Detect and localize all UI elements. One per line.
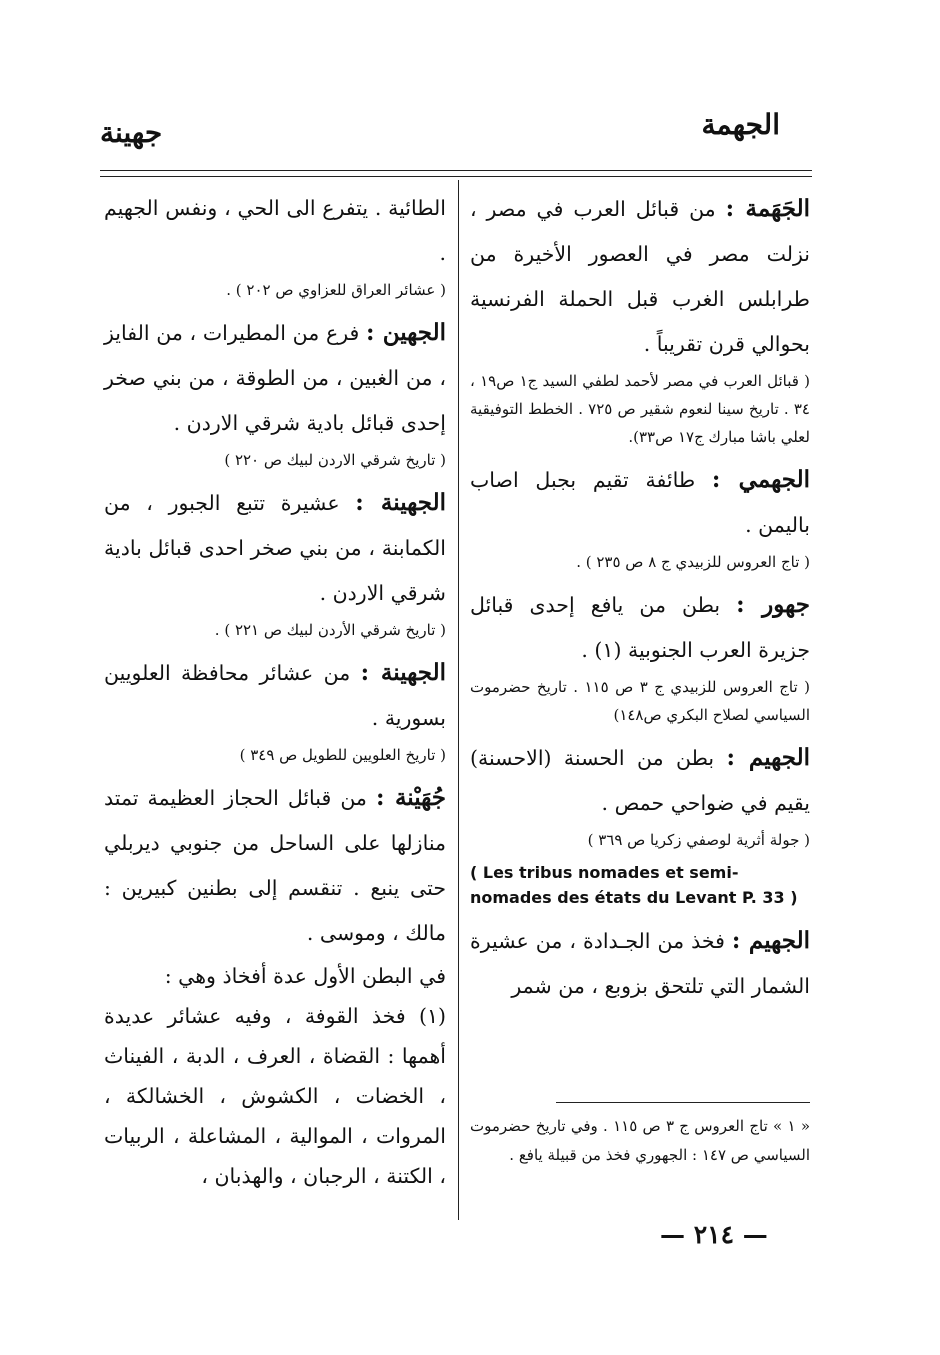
entry-text: من قبائل العرب في مصر ، نزلت مصر في العصور الأخيرة من طرابلس الغرب قبل الحملة الفرنسية بحوالي قرن تقريباً . (470, 197, 810, 356)
reference: ( تاريخ شرقي الاردن لبيك ص ٢٢٠ ) (224, 451, 446, 469)
entry-heading: الجهيم : (726, 744, 810, 771)
reference: ( قبائل العرب في مصر لأحمد لطفي السيد ج١ ص١٩ ، ٣٤ . تاريخ سينا لنعوم شقير ص ٧٢٥ . الخطط التوفيقية لعلي باشا مبارك ج١٧ ص٣٣). (470, 372, 811, 446)
paragraph: في البطن الأول عدة أفخاذ وهي : (164, 964, 446, 988)
left-column (104, 186, 446, 1196)
reference: ( تاج العروس للزبيدي ج ٨ ص ٢٣٥ ) . (576, 553, 810, 571)
entry-jahama (470, 186, 810, 367)
footnote: « ١ » تاج العروس ج ٣ ص ١١٥ . وفي تاريخ حضرموت السياسي ص ١٤٧ : الجهوري فخذ من قبيلة يافع . (470, 1117, 810, 1164)
entry-heading: الجَهَمة : (725, 195, 810, 222)
entry-text: فخذ من الجـدادة ، من عشيرة الشمار التي تلتحق بزوبع ، من شمر (470, 929, 810, 998)
reference: ( تاريخ العلويين للطويل ص ٣٤٩ ) (239, 746, 446, 764)
paragraph: (١) فخذ القوفة ، وفيه عشائر عديدة أهمها : القضاة ، العرف ، الدبة ، الفيناث ، الخضات ، الكشوش ، الخشالكة ، المروات ، الموالية ، المشاعلة ، الربيات ، الكتنة ، الرجبان ، والهذبان ، (104, 1004, 446, 1188)
entry-heading: الجهين : (366, 319, 446, 346)
entry-heading: الجهمي : (711, 466, 810, 493)
page-number: — ٢١٤ — (660, 1220, 768, 1249)
entry-heading: الجهينة : (360, 659, 446, 686)
reference: ( تاريخ شرقي الأردن لبيك ص ٢٢١ ) . (214, 621, 446, 639)
entry-heading: الجهيم : (731, 927, 810, 954)
continued-text: الطائية . يتفرع الى الحي ، ونفس الجهيم . (104, 196, 446, 265)
reference-latin: ( Les tribus nomades et semi-nomades des états du Levant P. 33 ) (470, 863, 798, 907)
entry-jahmi (470, 457, 810, 548)
entry-text: بطن من يافع إحدى قبائل جزيرة العرب الجنوبية (١) . (470, 593, 810, 662)
reference: ( عشائر العراق للعزاوي ص ٢٠٢ ) . (226, 281, 446, 299)
entry-juhaina-3 (104, 775, 446, 956)
entry-heading: الجهينة : (355, 489, 446, 516)
footnote-rule (556, 1102, 810, 1103)
entry-juhaim-1 (470, 735, 810, 826)
entry-heading: جُهَيْنة : (375, 784, 446, 811)
entry-text: من قبائل الحجاز العظيمة تمتد منازلها على الساحل من جنوبي ديربلي حتى ينبع . تنقسم إلى بطنين كبيرين : مالك ، وموسى . (104, 786, 446, 945)
entry-heading: جهور : (736, 591, 810, 618)
running-header-left: جهينة (100, 116, 163, 149)
entry-juhain (104, 310, 446, 446)
entry-juhaim-2 (470, 918, 810, 1009)
entry-text: طائفة تقيم بجبل اصاب باليمن . (470, 468, 810, 537)
entry-jahwar (470, 582, 810, 673)
entry-text: عشيرة تتبع الجبور ، من الكمابنة ، من بني صخر احدى قبائل بادية شرقي الاردن . (104, 491, 446, 605)
reference: ( جولة أثرية لوصفي زكريا ص ٣٦٩ ) (587, 831, 810, 849)
reference: ( تاج العروس للزبيدي ج ٣ ص ١١٥ . تاريخ حضرموت السياسي لصلاح البكري ص١٤٨) (470, 678, 810, 724)
running-header-right: الجهمة (701, 108, 780, 141)
header-rule-thin (100, 176, 812, 177)
header-rule (100, 170, 812, 171)
entry-juhaina-2 (104, 650, 446, 741)
entry-juhaina-1 (104, 480, 446, 616)
entry-text: بطن من الحسنة (الاحسنة) يقيم في ضواحي حمص . (470, 746, 810, 815)
entry-text: من عشائر محافظة العلويين بسورية . (104, 661, 446, 730)
right-column (470, 186, 810, 1009)
entry-text: فرع من المطيرات ، من الفايز ، من الغبين ، من الطوقة ، من بني صخر إحدى قبائل بادية شرقي الاردن . (104, 321, 446, 435)
column-divider (458, 180, 459, 1220)
